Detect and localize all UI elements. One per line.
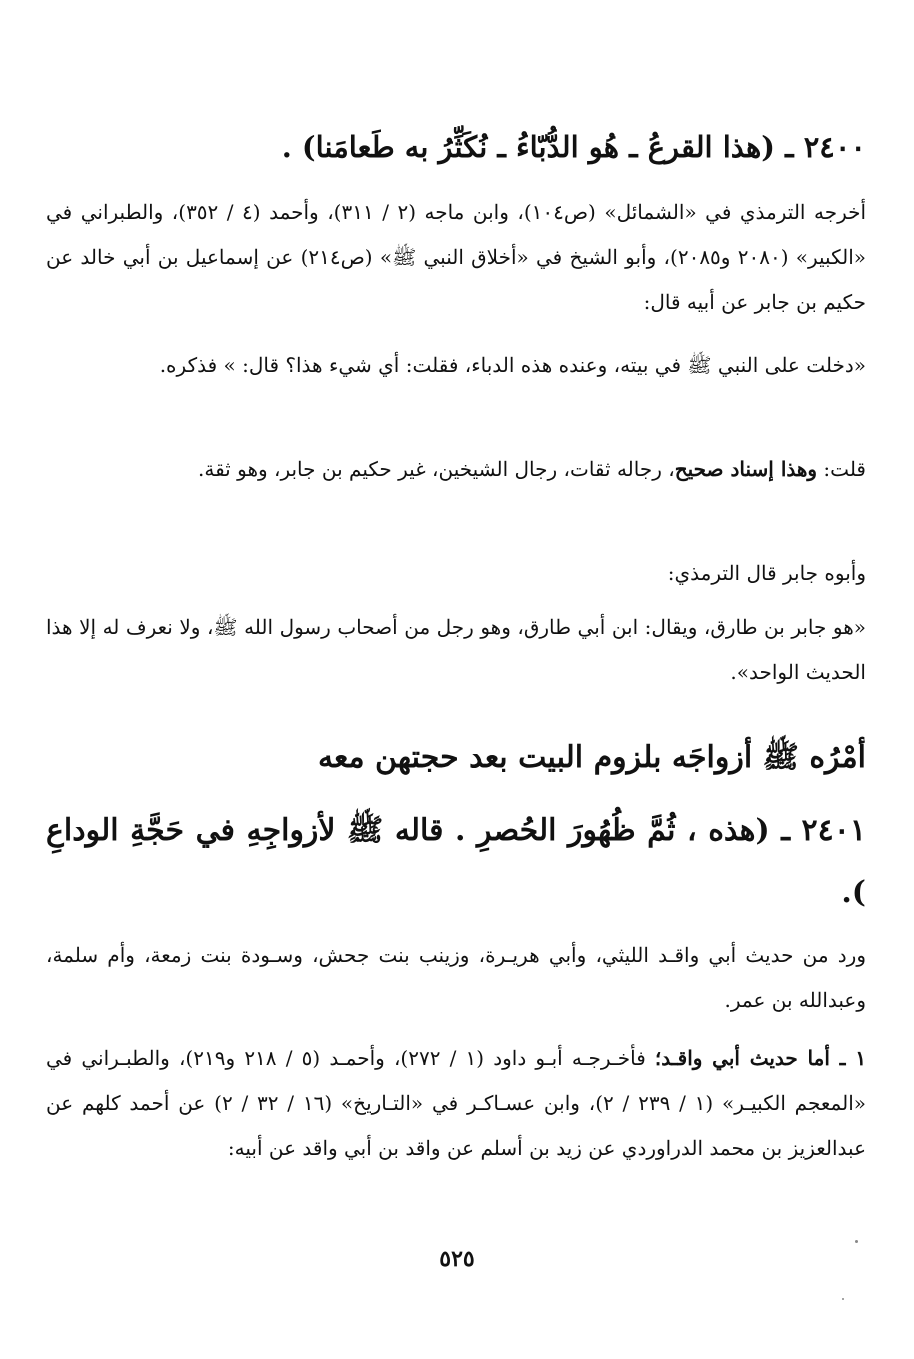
comment-rest: ، رجاله ثقات، رجال الشيخين، غير حكيم بن جابر، وهو ثقة. <box>197 457 675 481</box>
page-number: ٥٢٥ <box>439 1246 475 1272</box>
first-narration-sources: فأخـرجـه أبـو داود (١ / ٢٧٢)، وأحمـد (٥ / ٢١٨ و٢١٩)، والطبـراني في «المعجم الكبيـر» (١ / ٢٣٩ / ٢)، وابن عسـاكـر في «التـاريخ» (١٦ / ٣٢ / ٢) عن أحمد كلهم عن عبدالعزيز بن محمد الدراوردي عن زيد بن أسلم عن واقد بن أبي واقد عن أبيه: <box>46 1046 866 1160</box>
hadith-2401-heading: ٢٤٠١ ـ (هذه ، ثُمَّ ظُهُورَ الحُصرِ . قاله ﷺ لأزواجِهِ في حَجَّةِ الوداعِ ). <box>46 813 866 910</box>
scan-speck <box>842 1298 844 1300</box>
comment-prefix: قلت: <box>817 457 866 481</box>
hadith-2400-heading: ٢٤٠٠ ـ (هذا القرعُ ـ هُو الدُّبّاءُ ـ نُكَثِّرُ به طَعامَنا) . <box>281 130 866 164</box>
scan-speck <box>855 1240 858 1243</box>
first-narration-takhrij <box>46 1036 866 1171</box>
authentication-comment <box>46 447 866 492</box>
first-narration-label: ١ ـ أما حديث أبي واقـد؛ <box>654 1046 867 1070</box>
narrators-paragraph: ورد من حديث أبي واقـد الليثي، وأبي هريـرة، وزينب بنت جحش، وسـودة بنت زمعة، وأم سلمة، وعبدالله بن عمر. <box>46 943 866 1012</box>
hadith-quote-paragraph: «دخلت على النبي ﷺ في بيته، وعنده هذه الدباء، فقلت: أي شيء هذا؟ قال: » فذكره. <box>159 353 866 377</box>
takhrij-paragraph: أخرجه الترمذي في «الشمائل» (ص١٠٤)، وابن ماجه (٢ / ٣١١)، وأحمد (٤ / ٣٥٢)، والطبراني في «الكبير» (٢٠٨٠ و٢٠٨٥)، وأبو الشيخ في «أخلاق النبي ﷺ» (ص٢١٤) عن إسماعيل بن أبي خالد عن حكيم بن جابر عن أبيه قال: <box>46 200 867 314</box>
father-intro-line: وأبوه جابر قال الترمذي: <box>667 561 866 585</box>
tirmidhi-quote-paragraph: «هو جابر بن طارق، ويقال: ابن أبي طارق، وهو رجل من أصحاب رسول الله ﷺ، ولا نعرف له إلا هذا الحديث الواحد». <box>46 615 866 684</box>
chapter-title: أمْرُه ﷺ أزواجَه بلزوم البيت بعد حجتهن معه <box>317 740 866 775</box>
isnad-verdict: وهذا إسناد صحيح <box>674 457 818 481</box>
